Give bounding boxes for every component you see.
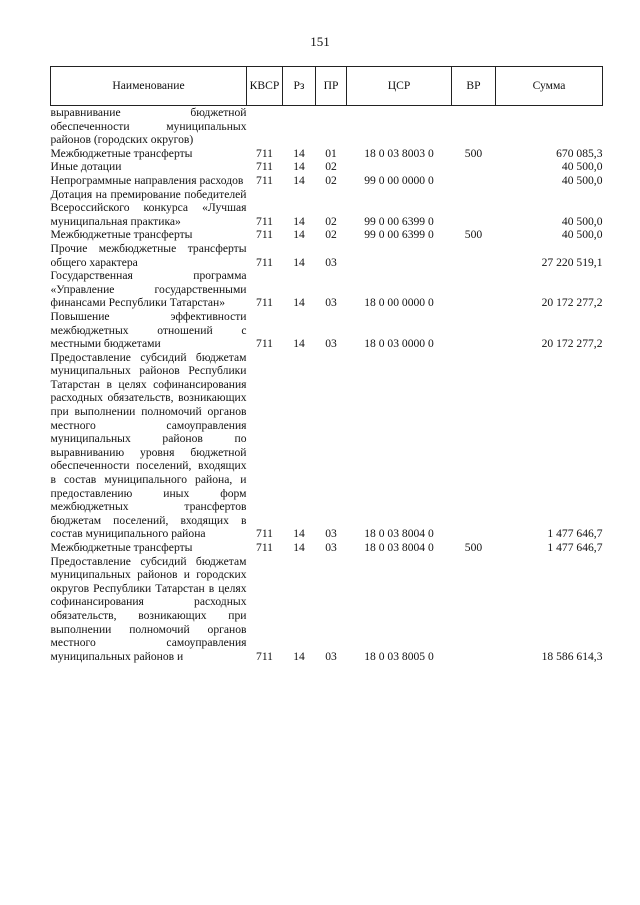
row-vr	[452, 555, 496, 664]
row-csr: 18 0 03 8004 0	[364, 541, 434, 554]
row-name: Дотация на премирование победителей Всероссийского конкурса «Лучшая муниципальная практика»	[50, 187, 247, 228]
row-pr: 01	[325, 146, 337, 160]
row-csr: 18 0 03 8005 0	[364, 649, 434, 663]
row-sum: 27 220 519,1	[541, 255, 603, 269]
row-name: Государственная программа «Управление государственными финансами Республики Татарстан»	[50, 269, 247, 310]
row-csr	[347, 160, 452, 174]
row-name: Предоставление субсидий бюджетам муниципальных районов и городских округов Республики Татарстан в целях софинансирования расходных обязательств, возникающих при выполнении полномочий органов местного самоуправления муниципальных районов и	[50, 554, 247, 663]
row-sum: 40 500,0	[561, 228, 603, 242]
row-sum: 1 477 646,7	[547, 527, 603, 541]
table-row	[51, 147, 603, 161]
row-name: Непрограммные направления расходов	[50, 173, 244, 187]
row-csr	[347, 106, 452, 147]
row-csr: 18 0 00 0000 0	[364, 296, 434, 310]
row-vr	[452, 160, 496, 174]
row-sum	[496, 106, 603, 147]
header-vr: ВР	[452, 67, 496, 106]
row-vr: 500	[464, 228, 483, 242]
row-kvsr: 711	[256, 337, 273, 351]
row-rz: 14	[293, 649, 305, 663]
row-rz: 14	[293, 296, 305, 310]
row-sum: 40 500,0	[561, 173, 603, 187]
table-row	[51, 188, 603, 229]
row-pr: 02	[325, 214, 337, 228]
table-row	[51, 541, 603, 555]
row-pr: 02	[325, 173, 337, 187]
table-row	[51, 242, 603, 269]
table-row	[51, 160, 603, 174]
row-kvsr: 711	[256, 541, 273, 554]
row-sum: 20 172 277,2	[541, 337, 603, 351]
header-csr: ЦСР	[347, 67, 452, 106]
row-sum: 1 477 646,7	[547, 541, 603, 554]
table-row	[51, 106, 603, 147]
header-pr: ПР	[316, 67, 347, 106]
row-csr: 99 0 00 6399 0	[364, 214, 434, 228]
row-csr: 18 0 03 0000 0	[364, 337, 434, 351]
row-name: Межбюджетные трансферты	[50, 541, 193, 554]
row-sum: 40 500,0	[561, 214, 603, 228]
row-name: Иные дотации	[50, 160, 122, 174]
row-csr: 18 0 03 8004 0	[364, 527, 434, 541]
row-vr	[452, 310, 496, 351]
row-rz: 14	[293, 255, 305, 269]
row-name: Предоставление субсидий бюджетам муниципальных районов Республики Татарстан в целях софинансирования расходных обязательств, возникающих при выполнении полномочий органов местного самоуправления муниципальных районов по выравниванию уровня бюджетной обеспеченности поселений, входящих в состав муниципального района, и предоставлению иных форм межбюджетных трансфертов бюджетам поселений, входящих в состав муниципального района	[50, 350, 247, 541]
row-csr: 99 0 00 6399 0	[364, 228, 434, 242]
row-vr	[452, 351, 496, 541]
table-row	[51, 555, 603, 664]
row-name: Межбюджетные трансферты	[50, 228, 193, 242]
row-rz	[283, 106, 316, 147]
table-row	[51, 310, 603, 351]
table-row	[51, 174, 603, 188]
row-pr: 03	[325, 541, 337, 554]
row-kvsr: 711	[256, 527, 273, 541]
row-csr	[347, 242, 452, 269]
row-kvsr: 711	[256, 649, 273, 663]
row-pr: 02	[325, 228, 337, 242]
row-pr: 03	[325, 337, 337, 351]
budget-table	[50, 66, 603, 663]
header-row	[51, 67, 603, 106]
row-rz: 14	[293, 228, 305, 242]
row-rz: 14	[293, 146, 305, 160]
row-name: Межбюджетные трансферты	[50, 146, 193, 160]
row-vr	[452, 188, 496, 229]
row-vr	[452, 106, 496, 147]
row-rz: 14	[293, 337, 305, 351]
row-pr: 02	[325, 160, 337, 174]
row-vr	[452, 269, 496, 310]
row-rz: 14	[293, 541, 305, 554]
row-name: Прочие межбюджетные трансферты общего характера	[50, 241, 247, 269]
row-vr: 500	[464, 541, 483, 554]
header-rz: Рз	[283, 67, 316, 106]
row-pr: 03	[325, 527, 337, 541]
row-pr: 03	[325, 649, 337, 663]
row-vr	[452, 242, 496, 269]
row-name: Повышение эффективности межбюджетных отношений с местными бюджетами	[50, 309, 247, 351]
header-kvsr: КВСР	[247, 67, 283, 106]
row-kvsr: 711	[256, 173, 273, 187]
row-pr: 03	[325, 296, 337, 310]
row-rz: 14	[293, 527, 305, 541]
row-sum: 20 172 277,2	[541, 296, 603, 310]
row-sum: 670 085,3	[556, 146, 603, 160]
header-name: Наименование	[51, 67, 247, 106]
row-csr: 99 0 00 0000 0	[364, 173, 434, 187]
row-sum: 18 586 614,3	[541, 649, 603, 663]
row-rz: 14	[293, 160, 305, 174]
row-kvsr: 711	[256, 214, 273, 228]
row-kvsr	[247, 106, 283, 147]
row-kvsr: 711	[256, 228, 273, 242]
table-row	[51, 351, 603, 541]
table-row	[51, 228, 603, 242]
row-kvsr: 711	[256, 296, 273, 310]
row-rz: 14	[293, 173, 305, 187]
table-row	[51, 269, 603, 310]
row-sum: 40 500,0	[561, 160, 603, 174]
row-rz: 14	[293, 214, 305, 228]
row-pr: 03	[325, 255, 337, 269]
row-kvsr: 711	[256, 146, 273, 160]
header-sum: Сумма	[496, 67, 603, 106]
page-number: 151	[310, 34, 330, 49]
row-vr: 500	[464, 146, 483, 160]
row-pr	[316, 106, 347, 147]
row-name: выравнивание бюджетной обеспеченности муниципальных районов (городских округов)	[50, 106, 247, 147]
row-csr: 18 0 03 8003 0	[364, 146, 434, 160]
row-kvsr: 711	[256, 255, 273, 269]
row-vr	[452, 174, 496, 188]
row-kvsr: 711	[256, 160, 273, 174]
